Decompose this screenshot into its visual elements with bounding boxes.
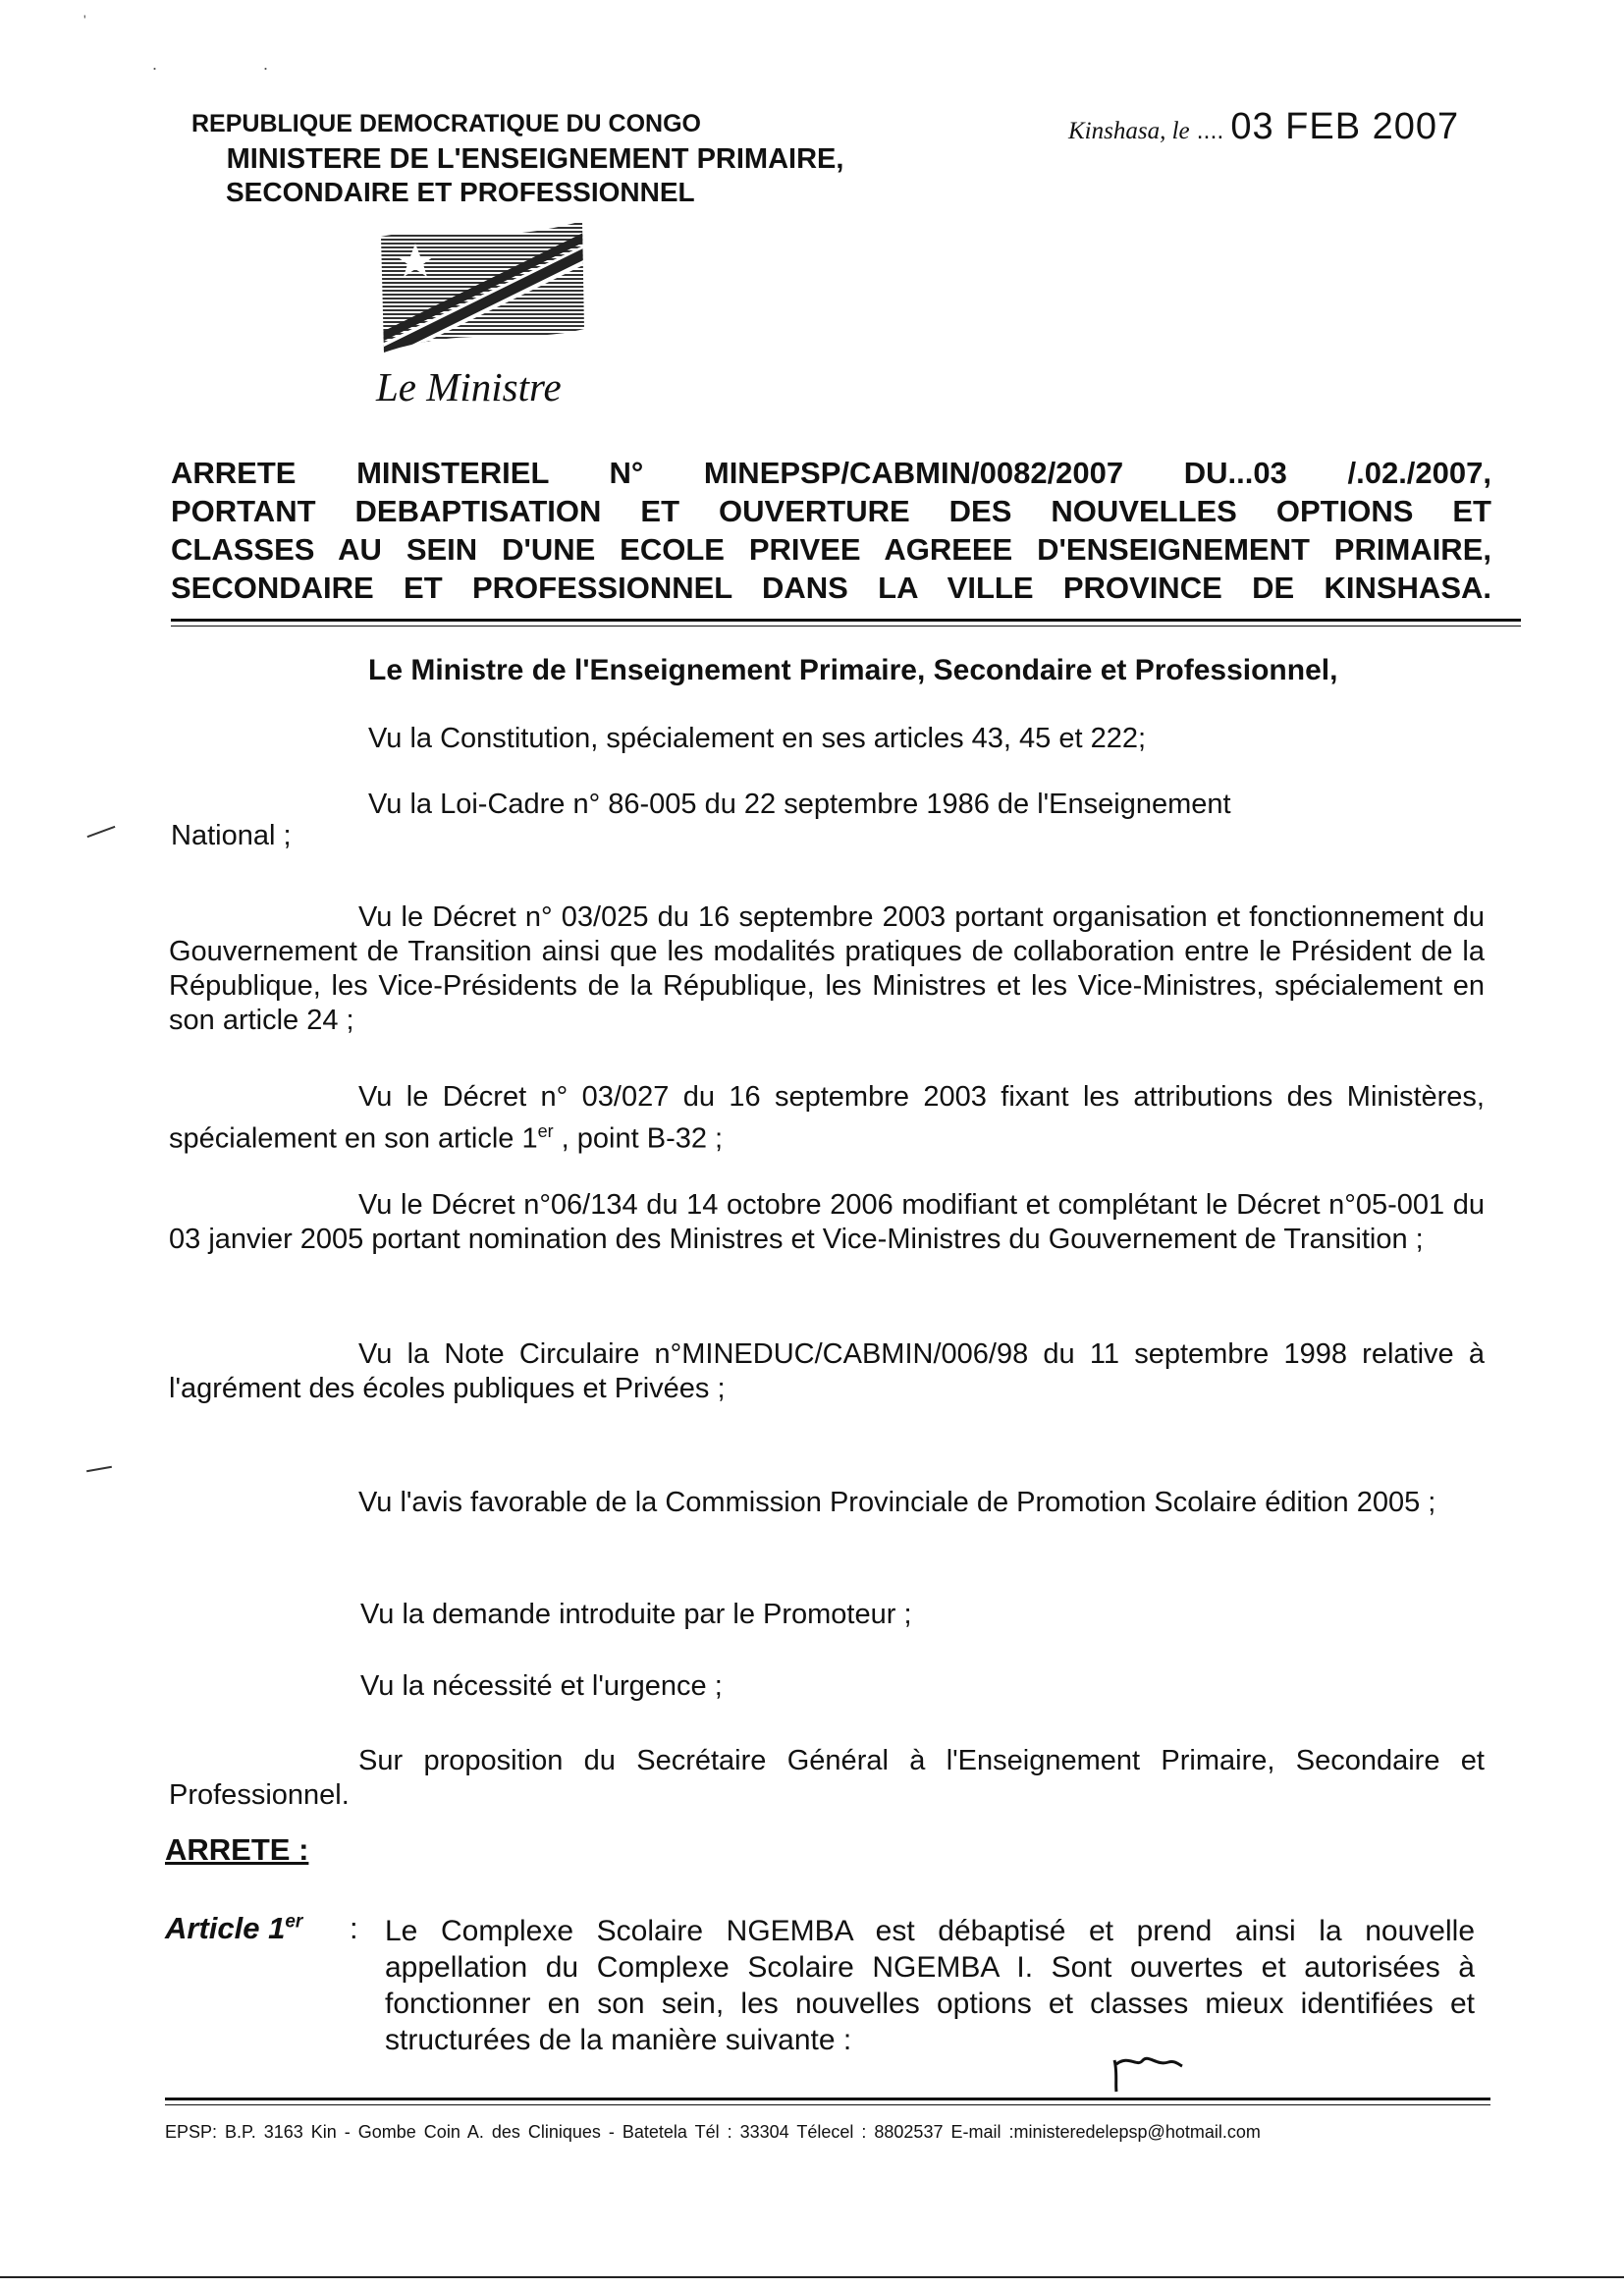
ministry-name: MINISTERE DE L'ENSEIGNEMENT PRIMAIRE, [226,143,844,175]
arrete-heading: ARRETE : [165,1832,309,1867]
minister-line: Le Ministre de l'Enseignement Primaire, Secondaire et Professionnel, [368,654,1338,686]
article-label-text: Article 1 [165,1911,286,1945]
vu-decret-134: Vu le Décret n°06/134 du 14 octobre 2006 modifiant et complétant le Décret n°05-001 du 03 janvier 2005 portant nomination des Ministres et Vice-Ministres du Gouvernement de Transition ; [169,1189,1485,1255]
scan-speck: . [152,54,158,74]
superscript: er [285,1911,303,1933]
scan-speck: . [263,54,269,74]
scan-edge [0,2276,1624,2278]
paraph-mark [1110,2050,1188,2099]
decree-title-line: ARRETE MINISTERIEL N° MINEPSP/CABMIN/0082/2007 DU...03 /.02./2007, [171,456,1491,490]
vu-note-circulaire: Vu la Note Circulaire n°MINEDUC/CABMIN/006/98 du 11 septembre 1998 relative à l'agrément des écoles publiques et Privées ; [169,1338,1485,1404]
scan-speck [87,826,116,838]
footer-address: EPSP: B.P. 3163 Kin - Gombe Coin A. des Cliniques - Batetela Tél : 33304 Télecel : 8802537 E-mail :ministeredelepsp@hotmail.com [165,2122,1261,2142]
decree-title-line: SECONDAIRE ET PROFESSIONNEL DANS LA VILLE PROVINCE DE KINSHASA. [171,571,1491,605]
country-name: REPUBLIQUE DEMOCRATIQUE DU CONGO [191,110,701,137]
vu-constitution: Vu la Constitution, spécialement en ses articles 43, 45 et 222; [368,723,1147,754]
scan-speck: ' [83,12,86,27]
superscript: er [537,1121,554,1141]
flag-icon [376,219,587,356]
vu-loi-cadre: Vu la Loi-Cadre n° 86-005 du 22 septembre 1986 de l'Enseignement [368,789,1231,820]
vu-demande: Vu la demande introduite par le Promoteur ; [360,1599,912,1630]
article-1-text: Le Complexe Scolaire NGEMBA est débaptisé et prend ainsi la nouvelle appellation du Complexe Scolaire NGEMBA I. Sont ouvertes et autorisées à fonctionner en son sein, les nouvelles options et classes mieux identifiées et structurées de la manière suivante : [385,1915,1475,2056]
flag-emblem [376,219,587,361]
decree-title-line: CLASSES AU SEIN D'UNE ECOLE PRIVEE AGREEE D'ENSEIGNEMENT PRIMAIRE, [171,532,1491,567]
title-divider-thin [171,626,1521,627]
vu-necessite: Vu la nécessité et l'urgence ; [360,1670,723,1702]
sur-proposition: Sur proposition du Secrétaire Général à l'Enseignement Primaire, Secondaire et Professionnel. [169,1745,1485,1811]
article-1-colon: : [350,1911,358,1945]
date-line: Kinshasa, le .... 03 FEB 2007 [1068,106,1460,147]
footer-divider-thin [165,2104,1490,2105]
title-divider [171,619,1521,622]
vu-decret-027-text: Vu le Décret n° 03/027 du 16 septembre 2003 fixant les attributions des Ministères, spécialement en son article 1 [169,1081,1485,1155]
vu-decret-027-text-end: , point B-32 ; [553,1122,724,1155]
vu-decret-025: Vu le Décret n° 03/025 du 16 septembre 2003 portant organisation et fonctionnement du Gouvernement de Transition ainsi que les modalités pratiques de collaboration entre le Président de la République, les Vice-Présidents de la République, les Ministres et les Vice-Ministres, spécialement en son article 24 ; [169,901,1485,1036]
vu-loi-cadre-cont: National ; [171,820,292,851]
scan-speck [86,1466,112,1472]
decree-title-line: PORTANT DEBAPTISATION ET OUVERTURE DES NOUVELLES OPTIONS ET [171,494,1491,528]
vu-decret-027 [169,1080,1485,1157]
article-1-label [165,1911,302,1946]
vu-avis: Vu l'avis favorable de la Commission Provinciale de Promotion Scolaire édition 2005 ; [358,1487,1436,1518]
date-label: Kinshasa, le [1068,118,1190,144]
footer-divider [165,2098,1490,2100]
decree-title [171,454,1491,607]
signatory-title: Le Ministre [376,364,562,409]
ministry-name-cont: SECONDAIRE ET PROFESSIONNEL [226,177,695,207]
date-value: 03 FEB 2007 [1230,106,1460,147]
